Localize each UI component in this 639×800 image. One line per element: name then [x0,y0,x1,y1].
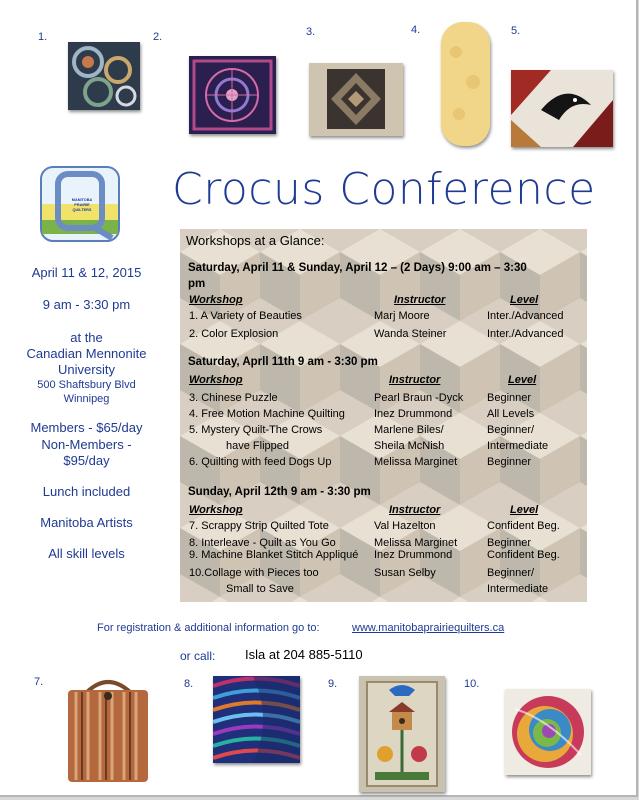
col-workshop-1: Workshop [189,294,243,306]
price-nonmembers-1: Non-Members - [41,437,132,452]
workshop-instructor: Susan Selby [374,567,436,579]
quilt-photo-4 [441,22,490,146]
photo-number-1: 1. [38,31,48,43]
logo-line-1: MANITOBA [71,198,93,202]
venue-line-2: University [57,362,116,377]
section3-title: Sunday, April 12th 9 am - 3:30 pm [188,486,371,498]
workshop-instructor: Melissa Marginet [374,456,458,468]
workshop-instructor: Pearl Braun -Dyck [374,392,464,404]
workshop-name: 4. Free Motion Machine Quilting [189,408,345,420]
workshop-level: Inter./Advanced [487,328,564,340]
venue-address-2: Winnipeg [63,393,110,405]
photo-number-4: 4. [411,24,421,36]
event-dates: April 11 & 12, 2015 [31,265,142,280]
col-workshop-2: Workshop [189,374,243,386]
col-level-2: Level [508,374,537,386]
workshop-level: Beginner [487,537,532,549]
call-contact: Isla at 204 885-5110 [245,647,363,662]
section1-title-cont: pm [188,278,206,290]
workshop-level: Confident Beg. [487,549,560,561]
workshop-instructor: Sheila McNish [374,440,445,452]
workshop-name: 1. A Variety of Beauties [189,310,302,322]
col-instructor-2: Instructor [389,374,441,386]
photo-number-10: 10. [464,678,480,690]
quilt-photo-5 [511,70,613,147]
venue-at: at the [70,330,103,345]
workshop-name: 9. Machine Blanket Stitch Appliqué [189,549,359,561]
photo-number-9: 9. [328,678,338,690]
workshop-name: 6. Quilting with feed Dogs Up [189,456,332,468]
workshop-instructor: Marlene Biles/ [374,424,444,436]
workshop-instructor: Melissa Marginet [374,537,458,549]
workshop-instructor: Val Hazelton [374,520,436,532]
workshop-name: 3. Chinese Puzzle [189,392,278,404]
workshop-name: 7. Scrappy Strip Quilted Tote [189,520,329,532]
section1-title: Saturday, April 11 & Sunday, April 12 – (2 Days) 9:00 am – 3:30 [188,262,527,274]
workshop-instructor: Inez Drummond [374,408,453,420]
workshop-instructor: Marj Moore [374,310,430,322]
workshop-level: Beginner/ [487,567,535,579]
workshop-name: 10.Collage with Pieces too [189,567,319,579]
workshop-level: Confident Beg. [487,520,560,532]
workshop-level: Beginner [487,456,532,468]
quilt-photo-1 [68,42,140,110]
photo-number-8: 8. [184,678,194,690]
workshop-level: Intermediate [487,440,549,452]
workshop-level: Inter./Advanced [487,310,564,322]
section2-title: Saturday, Aprll 11th 9 am - 3:30 pm [188,356,378,368]
col-level-3: Level [510,504,539,516]
photo-number-5: 5. [511,25,521,37]
conference-title: Crocus Conference [172,164,596,215]
quilt-photo-3 [309,63,403,136]
col-instructor-1: Instructor [394,294,446,306]
photo-number-7: 7. [34,676,44,688]
venue-line-1: Canadian Mennonite [26,346,147,361]
workshop-name: 5. Mystery Quilt-The Crows [189,424,323,436]
call-label: or call: [180,649,216,663]
logo-line-3: QUILTERS [72,208,92,212]
workshop-level: Intermediate [487,583,549,595]
workshop-instructor: Inez Drummond [374,549,453,561]
photo-number-2: 2. [153,31,163,43]
workshops-panel [180,229,587,602]
price-nonmembers-2: $95/day [63,453,110,468]
price-members: Members - $65/day [30,420,143,435]
quilt-photo-10 [505,689,591,775]
bag-photo-7 [62,672,155,789]
col-instructor-3: Instructor [389,504,441,516]
workshop-level: All Levels [487,408,535,420]
workshop-level: Beginner/ [487,424,535,436]
col-workshop-3: Workshop [189,504,243,516]
event-time: 9 am - 3:30 pm [42,297,131,312]
skill-note: All skill levels [48,546,125,561]
workshop-name: 2. Color Explosion [189,328,279,340]
lunch-note: Lunch included [42,484,131,499]
workshop-name: 8. Interleave - Quilt as You Go [189,537,336,549]
col-level-1: Level [510,294,539,306]
workshops-heading: Workshops at a Glance: [186,233,325,248]
quilt-photo-2 [189,56,276,134]
workshop-instructor: Wanda Steiner [374,328,447,340]
workshop-name: have Flipped [226,440,289,452]
workshop-name: Small to Save [226,583,294,595]
registration-text: For registration & additional information go to: [97,622,320,634]
venue-address-1: 500 Shaftsbury Blvd [37,379,136,391]
logo-line-2: PRAIRIE [74,203,90,207]
photo-number-3: 3. [306,26,316,38]
artists-note: Manitoba Artists [40,515,133,530]
quilt-photo-9 [359,676,445,792]
workshop-level: Beginner [487,392,532,404]
mpq-logo [40,166,120,242]
quilt-photo-8 [213,676,300,763]
website-link[interactable]: www.manitobaprairiequilters.ca [352,622,505,634]
